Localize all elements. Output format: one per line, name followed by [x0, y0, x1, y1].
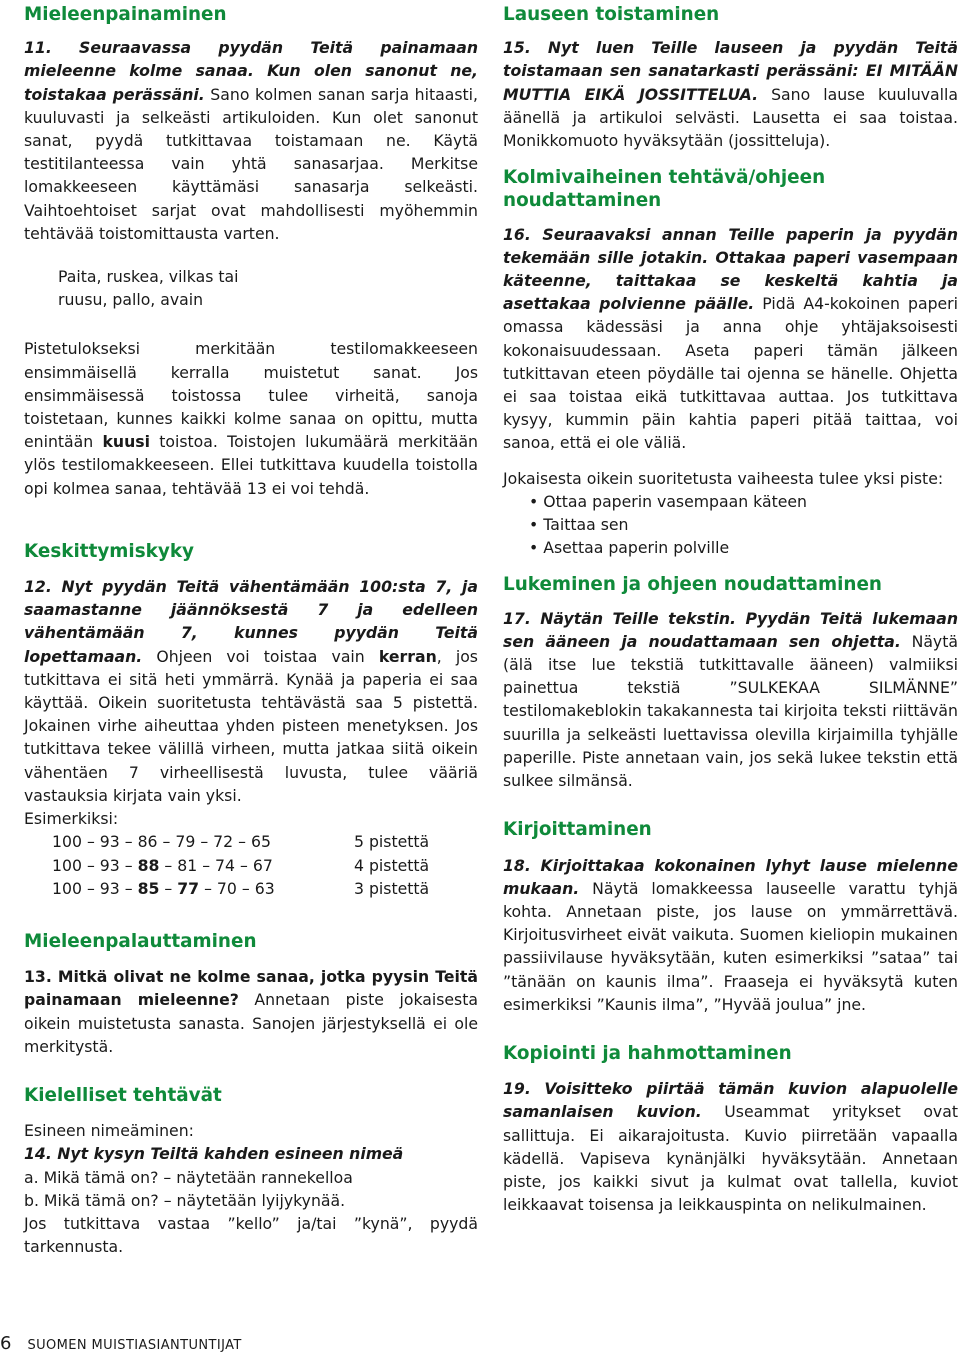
example-number: 72	[213, 832, 234, 852]
bullet-item: • Taittaa sen	[529, 513, 958, 536]
item-16-intro: Jokaisesta oikein suoritetusta vaiheesta tulee yksi piste:	[503, 468, 944, 488]
example-number: 65	[250, 832, 271, 852]
example-points: 3 pistettä	[354, 878, 430, 898]
example-number: 100	[52, 855, 82, 875]
word-list-1: Paita, ruskea, vilkas tai	[58, 267, 239, 287]
item-19-question: 19. Voisitteko piirtää tämän kuvion alapuolelle samanlaisen kuvion.	[503, 1079, 958, 1122]
item-12	[24, 575, 478, 807]
item-16-text: Pidä A4-kokoinen paperi omassa kädessäsi ja anna ohje yhtäjaksoisesti kokonaisuudessaan. Aseta paperi tämän jälkeen tutkittavan eteen pöydälle tai ojenna se hänelle. Ohjetta ei saa toistaa eikä tutkittavaa auttaa. Jos tutkittava kysyy, kummin päin kahtia paperi pitää taittaa, voi sanoa, että ei ole väliä.	[503, 294, 958, 453]
heading-mieleenpalauttaminen: Mieleenpalauttaminen	[24, 930, 257, 952]
examples-table	[52, 830, 429, 900]
example-row	[52, 830, 429, 853]
example-separator: –	[233, 832, 251, 852]
heading-kirjoittaminen: Kirjoittaminen	[503, 819, 652, 841]
item-12-text-2: , jos tutkittava ei sitä heti ymmärrä. Kynää ja paperia ei saa käyttää. Oikein suoritetusta tehtävästä saa 5 pistettä. Jokainen virhe aiheuttaa yhden pisteen menetyksen. Jos tutkittava tekee välillä virheen, mutta jatkaa siitä oikein vähentäen 7 virheellisestä luvusta, tulee vääriä vastauksia kirjata vain yksi.	[24, 646, 478, 805]
example-separator: –	[81, 878, 100, 898]
bullet-item: • Asettaa paperin polville	[529, 536, 958, 559]
item-11-question: 11. Seuraavassa pyydän Teitä painamaan mieleenne kolme sanaa. Kun olen sanonut ne, toistakaa perässäni.	[24, 38, 478, 104]
example-number: 88	[137, 855, 160, 875]
example-number: 77	[177, 878, 200, 898]
example-number: 93	[99, 878, 120, 898]
item-12-question: 12. Nyt pyydän Teitä vähentämään 100:sta 7, ja saamastanne jäännöksestä 7 ja edelleen vähentämään 7, kunnes pyydän Teitä lopettamaan.	[24, 577, 478, 666]
scoring-text-1: Pistetulokseksi merkitään testilomakkeeseen ensimmäisellä kerralla muistetut sanat. Jos ensimmäisessä toistossa tulee virheitä, sanoja toistetaan, kunnes kaikki kolme sanaa on opittu, mutta enintään	[24, 339, 478, 452]
example-separator: –	[199, 878, 217, 898]
bullet-item: • Ottaa paperin vasempaan käteen	[529, 490, 958, 513]
example-number: 86	[137, 832, 158, 852]
example-number: 100	[52, 832, 82, 852]
example-sequence	[52, 877, 354, 900]
item-17	[503, 607, 958, 793]
scoring-text-2: toistoa. Toistojen lukumäärä merkitään ylös testilomakkeeseen. Ellei tutkittava kuudella toistolla opi kolmea sanaa, tehtävää 13 ei voi tehdä.	[24, 432, 479, 498]
example-separator: –	[159, 878, 178, 898]
item-14-b: b. Mikä tämä on? – näytetään lyijykynää.	[24, 1190, 346, 1210]
example-separator: –	[119, 832, 138, 852]
heading-mieleenpainaminen: Mieleenpainaminen	[24, 4, 227, 25]
item-15	[503, 36, 958, 152]
example-number: 81	[177, 855, 198, 875]
word-list-2: ruusu, pallo, avain	[58, 290, 204, 310]
item-19	[503, 1077, 958, 1216]
item-13-text: Annetaan piste jokaisesta oikein muistetusta sanasta. Sanojen järjestyksellä ei ole merkitystä.	[24, 990, 478, 1056]
example-number: 70	[216, 878, 237, 898]
example-sequence	[52, 854, 354, 877]
example-separator: –	[157, 832, 176, 852]
example-separator: –	[195, 832, 214, 852]
item-16-question: 16. Seuraavaksi annan Teille paperin ja pyydän tekemään sille jotakin. Ottakaa paperi vasempaan käteenne, taittakaa se keskeltä kahtia ja asettakaa polvienne päälle.	[503, 224, 958, 314]
heading-lukeminen: Lukeminen ja ohjeen noudattaminen	[503, 574, 883, 596]
example-separator: –	[235, 855, 253, 875]
page-number: 6	[0, 1333, 12, 1354]
item-16	[503, 223, 958, 455]
example-separator: –	[197, 855, 216, 875]
example-separator: –	[119, 878, 138, 898]
item-14-question: 14. Nyt kysyn Teiltä kahden esineen nimeä	[24, 1144, 404, 1164]
item-16-bullets	[503, 490, 958, 560]
item-15-question: 15. Nyt luen Teille lauseen ja pyydän Teitä toistamaan sen sanatarkasti perässäni: EI MITÄÄN MUTTIA EIKÄ JOSSITTELUA.	[503, 38, 958, 104]
item-18	[503, 854, 958, 1016]
example-row	[52, 854, 429, 877]
example-sequence	[52, 830, 354, 853]
page-footer	[0, 1332, 242, 1357]
example-separator: –	[81, 855, 100, 875]
item-13	[24, 965, 478, 1058]
item-12-text-1: Ohjeen voi toistaa vain	[142, 646, 379, 666]
item-11-instructions: Sano kolmen sanan sarja hitaasti, kuuluvasti ja selkeästi artikuloiden. Kun olet sanonut sanat, pyydä tutkittavaa toistamaan ne. Käytä testitilanteessa vain yhtä sanasarjaa. Merkitse lomakkeeseen käyttämäsi sanasarja selkeästi. Vaihtoehtoiset sarjat ovat mahdollisesti myöhemmin tehtävää toistomittausta varten.	[24, 84, 478, 243]
example-separator: –	[119, 855, 138, 875]
example-number: 63	[254, 878, 275, 898]
item-19-text: Useammat yritykset ovat sallittuja. Ei aikarajoitusta. Kuvio piirretään vapaalla kädellä. Vapiseva kynänjälki hyväksytään. Annetaan piste, jos kaikki sivut ja kulmat ovat tallella, kuviot leikkaavat toisensa ja leikkauspinta on nelikulmainen.	[503, 1102, 958, 1215]
example-number: 100	[52, 878, 82, 898]
right-column	[503, 3, 958, 1216]
example-number: 93	[99, 832, 120, 852]
heading-kolmivaiheinen: Kolmivaiheinen tehtävä/ohjeen noudattaminen	[503, 167, 826, 212]
example-number: 79	[175, 832, 196, 852]
item-18-text: Näytä lomakkeessa lauseelle varattu tyhjä kohta. Annetaan piste, jos lause on ymmärrettävä. Kirjoitusvirheet eivät vaikuta. Suomen kieliopin mukainen passiivilause hyväksytään, kuten esimerkiksi ”sataa” tai ”tänään on kaunis ilma”. Fraaseja ei hyväksytä kuten esimerkiksi ”Kaunis ilma”, ”Hyvää joulua” jne.	[503, 878, 958, 1014]
example-number: 93	[99, 855, 120, 875]
example-separator: –	[159, 855, 178, 875]
heading-lauseen: Lauseen toistaminen	[503, 4, 720, 25]
example-separator: –	[81, 832, 100, 852]
item-17-text: Näytä (älä itse lue tekstiä tutkittavalle ääneen) valmiiksi painettua tekstiä ”SULKEKAA SILMÄNNE” testilomakeblokin takakannesta tai kirjoita teksti riittävän suurilla ja selkeästi luettavissa olevilla kirjaimilla tyhjälle paperille. Piste annetaan vain, jos sekä lukee tekstin että sulkee silmänsä.	[503, 631, 958, 791]
word-lists	[24, 265, 478, 311]
left-column	[24, 3, 478, 1258]
item-14-a: a. Mikä tämä on? – näytetään rannekelloa	[24, 1167, 353, 1187]
heading-keskittymiskyky: Keskittymiskyky	[24, 540, 195, 562]
publisher-name: SUOMEN MUISTIASIANTUNTIJAT	[27, 1338, 242, 1353]
item-13-question: 13. Mitkä olivat ne kolme sanaa, jotka pyysin Teitä painamaan mieleenne?	[24, 967, 478, 1010]
item-12-kerran: kerran	[378, 646, 437, 666]
example-separator: –	[236, 878, 255, 898]
item-11	[24, 36, 478, 245]
item-11-scoring	[24, 337, 478, 499]
example-number: 74	[215, 855, 236, 875]
item-17-question: 17. Näytän Teille tekstin. Pyydän Teitä lukemaan sen ääneen ja noudattamaan sen ohjetta.	[503, 608, 958, 651]
example-points: 5 pistettä	[354, 832, 430, 852]
example-points: 4 pistettä	[354, 855, 430, 875]
item-18-question: 18. Kirjoittakaa kokonainen lyhyt lause mielenne mukaan.	[503, 855, 958, 898]
example-row	[52, 877, 429, 900]
example-number: 67	[252, 855, 273, 875]
esineen-label: Esineen nimeäminen:	[24, 1121, 194, 1141]
heading-kielelliset: Kielelliset tehtävät	[24, 1084, 222, 1106]
item-14-text: Jos tutkittava vastaa ”kello” ja/tai ”kynä”, pyydä tarkennusta.	[24, 1213, 478, 1257]
examples-label: Esimerkiksi:	[24, 809, 119, 829]
heading-kopiointi: Kopiointi ja hahmottaminen	[503, 1042, 792, 1064]
scoring-bold: kuusi	[102, 432, 150, 452]
example-number: 85	[137, 878, 160, 898]
item-15-text: Sano lause kuuluvalla äänellä ja artikuloi selvästi. Lausetta ei saa toistaa. Monikkomuoto hyväksytään (jossitteluja).	[503, 84, 959, 151]
